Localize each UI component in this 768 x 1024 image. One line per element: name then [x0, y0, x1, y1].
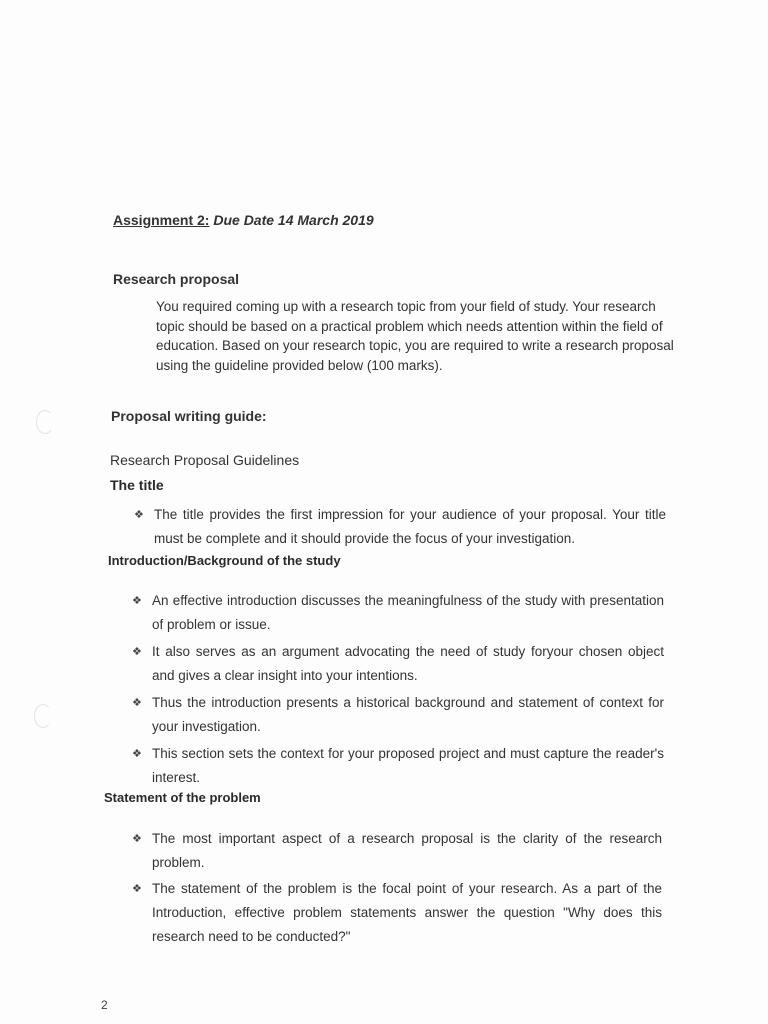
- list-item: [132, 742, 664, 790]
- list-item: [132, 589, 664, 637]
- list-item: [132, 640, 664, 688]
- list-item: [132, 877, 662, 949]
- diamond-bullet-icon: ❖: [132, 833, 142, 845]
- bullet-text: An effective introduction discusses the meaningfulness of the study with presentation of problem or issue.: [152, 593, 664, 632]
- assignment-due-date: Due Date 14 March 2019: [213, 212, 374, 228]
- bullet-text: It also serves as an argument advocating the need of study foryour chosen object and gives a clear insight into your intentions.: [152, 644, 664, 683]
- diamond-bullet-icon: ❖: [132, 595, 142, 607]
- section-heading-title: The title: [110, 477, 164, 493]
- problem-bullet-list: [132, 827, 662, 949]
- assignment-title: [113, 212, 374, 228]
- proposal-guide-heading: Proposal writing guide:: [111, 408, 267, 424]
- punch-hole-mark: [36, 410, 54, 434]
- bullet-text: The title provides the first impression for your audience of your proposal. Your title must be complete and it should provide the focus of your investigation.: [154, 507, 666, 546]
- diamond-bullet-icon: ❖: [132, 883, 142, 895]
- bullet-text: The most important aspect of a research proposal is the clarity of the research problem.: [152, 831, 662, 870]
- diamond-bullet-icon: ❖: [132, 646, 142, 658]
- title-bullet-list: [134, 503, 666, 551]
- diamond-bullet-icon: ❖: [132, 748, 142, 760]
- assignment-label: Assignment 2:: [113, 212, 210, 228]
- list-item: [134, 503, 666, 551]
- introduction-bullet-list: [132, 589, 664, 790]
- section-heading-problem-statement: Statement of the problem: [104, 790, 261, 805]
- page-number: 2: [101, 998, 108, 1012]
- diamond-bullet-icon: ❖: [134, 509, 144, 521]
- punch-hole-mark: [34, 704, 52, 728]
- research-proposal-paragraph: You required coming up with a research topic from your field of study. Your research topic should be based on a practical problem which needs attention within the field of education. Based on your research topic, you are required to write a research proposal using the guideline provided below (100 marks).: [156, 299, 674, 373]
- list-item: [132, 827, 662, 875]
- bullet-text: The statement of the problem is the focal point of your research. As a part of the Introduction, effective problem statements answer the question "Why does this research need to be conducted?": [152, 881, 662, 944]
- research-proposal-heading: Research proposal: [113, 271, 240, 287]
- diamond-bullet-icon: ❖: [132, 697, 142, 709]
- list-item: [132, 691, 664, 739]
- bullet-text: This section sets the context for your proposed project and must capture the reader's interest.: [152, 746, 664, 785]
- bullet-text: Thus the introduction presents a historical background and statement of context for your investigation.: [152, 695, 664, 734]
- section-heading-introduction: Introduction/Background of the study: [108, 553, 341, 568]
- guidelines-subtitle: Research Proposal Guidelines: [110, 452, 300, 468]
